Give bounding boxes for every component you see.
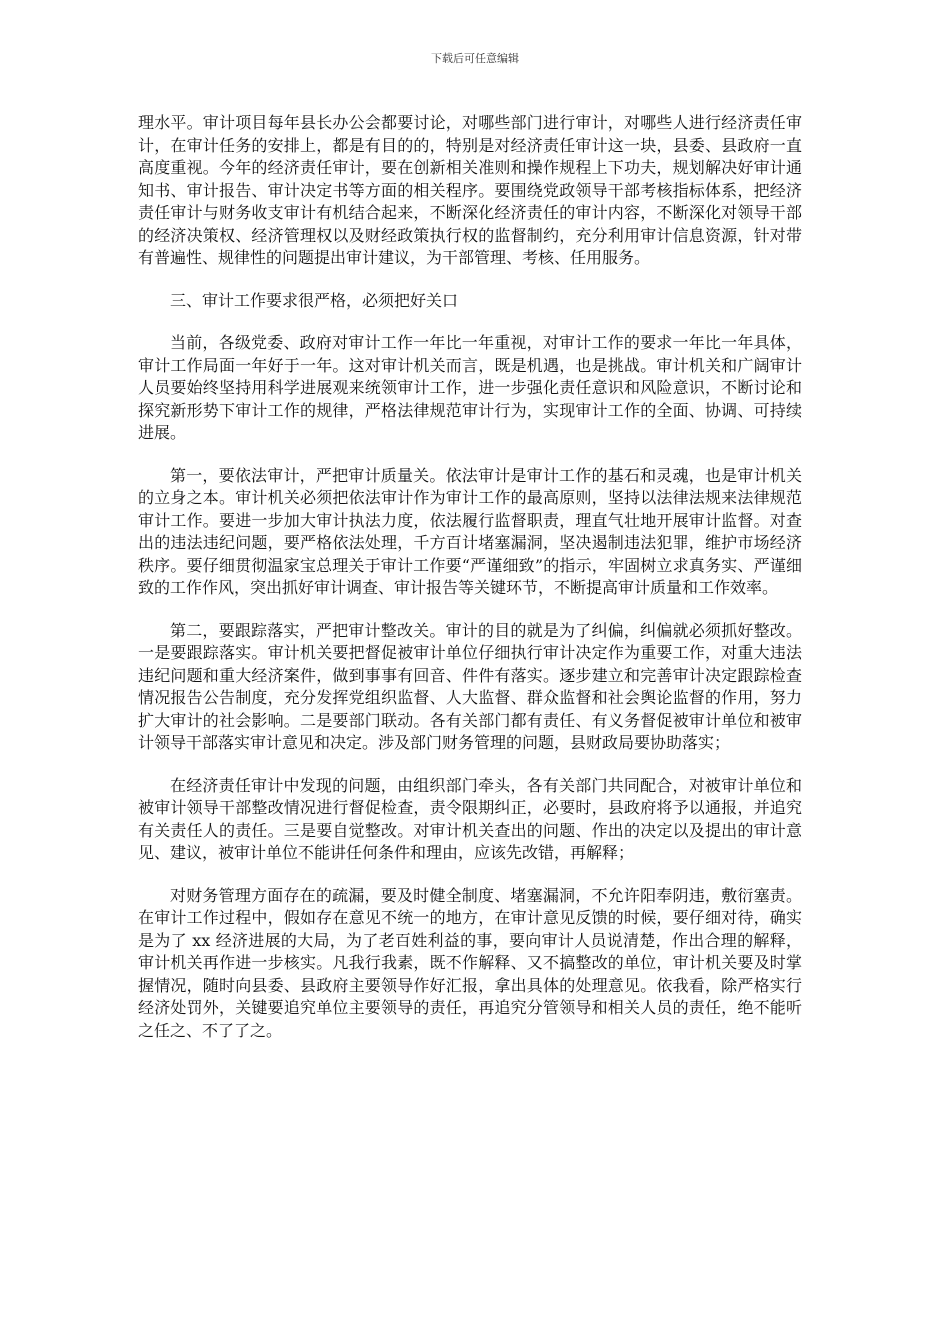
document-body <box>138 112 802 1062</box>
paragraph-3: 第一，要依法审计，严把审计质量关。依法审计是审计工作的基石和灵魂，也是审计机关的立身之本。审计机关必须把依法审计作为审计工作的最高原则，坚持以法律法规来法律规范审计工作。要进一步加大审计执法力度，依法履行监督职责，理直气壮地开展审计监督。对查出的违法违纪问题，要严格依法处理，千方百计堵塞漏洞，坚决遏制违法犯罪，维护市场经济秩序。要仔细贯彻温家宝总理关于审计工作要“严谨细致”的指示，牢固树立求真务实、严谨细致的工作作风，突出抓好审计调查、审计报告等关键环节，不断提高审计质量和工作效率。 <box>138 465 802 597</box>
section-heading: 三、审计工作要求很严格，必须把好关口 <box>170 290 459 310</box>
paragraph-6: 对财务管理方面存在的疏漏，要及时健全制度、堵塞漏洞，不允许阳奉阴违，敷衍塞责。在审计工作过程中，假如存在意见不统一的地方，在审计意见反馈的时候，要仔细对待，确实是为了 xx 经济进展的大局，为了老百姓利益的事，要向审计人员说清楚，作出合理的解释，审计机关再作进一步核实。凡我行我素，既不作解释、又不搞整改的单位，审计机关要及时掌握情况，随时向县委、县政府主要领导作好汇报，拿出具体的处理意见。依我看，除严格实行经济处罚外，关键要追究单位主要领导的责任，再追究分管领导和相关人员的责任，绝不能听之任之、不了了之。 <box>138 885 802 1040</box>
paragraph-4: 第二，要跟踪落实，严把审计整改关。审计的目的就是为了纠偏，纠偏就必须抓好整改。一是要跟踪落实。审计机关要把督促被审计单位仔细执行审计决定作为重要工作，对重大违法违纪问题和重大经济案件，做到事事有回音、件件有落实。逐步建立和完善审计决定跟踪检查情况报告公告制度，充分发挥党组织监督、人大监督、群众监督和社会舆论监督的作用，努力扩大审计的社会影响。二是要部门联动。各有关部门都有责任、有义务督促被审计单位和被审计领导干部落实审计意见和决定。涉及部门财务管理的问题，县财政局要协助落实； <box>138 620 802 752</box>
paragraph-1: 理水平。审计项目每年县长办公会都要讨论，对哪些部门进行审计，对哪些人进行经济责任审计，在审计任务的安排上，都是有目的的，特别是对经济责任审计这一块，县委、县政府一直高度重视。今年的经济责任审计，要在创新相关准则和操作规程上下功夫，规划解决好审计通知书、审计报告、审计决定书等方面的相关程序。要围绕党政领导干部考核指标体系，把经济责任审计与财务收支审计有机结合起来，不断深化经济责任的审计内容，不断深化对领导干部的经济决策权、经济管理权以及财经政策执行权的监督制约，充分利用审计信息资源，针对带有普遍性、规律性的问题提出审计建议，为干部管理、考核、任用服务。 <box>138 113 802 267</box>
paragraph-2: 当前，各级党委、政府对审计工作一年比一年重视，对审计工作的要求一年比一年具体，审计工作局面一年好于一年。这对审计机关而言，既是机遇，也是挑战。审计机关和广阔审计人员要始终坚持用科学进展观来统领审计工作，进一步强化责任意识和风险意识，不断讨论和探究新形势下审计工作的规律，严格法律规范审计行为，实现审计工作的全面、协调、可持续进展。 <box>138 333 802 442</box>
page-header: 下载后可任意编辑 <box>431 52 519 65</box>
paragraph-5: 在经济责任审计中发现的问题，由组织部门牵头，各有关部门共同配合，对被审计单位和被审计领导干部整改情况进行督促检查，责令限期纠正，必要时，县政府将予以通报，并追究有关责任人的责任。三是要自觉整改。对审计机关查出的问题、作出的决定以及提出的审计意见、建议，被审计单位不能讲任何条件和理由，应该先改错，再解释； <box>138 775 802 862</box>
